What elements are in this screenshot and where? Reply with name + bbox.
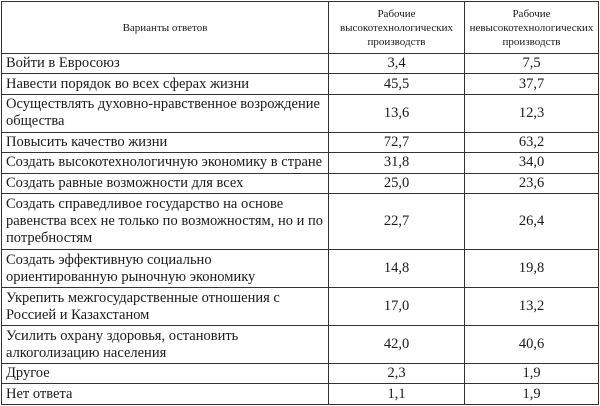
answer-cell: Укрепить межгосударственные отношения с Россией и Казахстаном bbox=[2, 288, 329, 326]
hightech-value: 25,0 bbox=[329, 173, 465, 193]
table-row bbox=[2, 132, 599, 152]
nonhightech-value: 37,7 bbox=[465, 74, 599, 94]
nonhightech-value: 1,9 bbox=[465, 384, 599, 405]
table-row bbox=[2, 94, 599, 132]
answer-cell: Другое bbox=[2, 363, 329, 383]
nonhightech-value: 34,0 bbox=[465, 153, 599, 173]
table-row bbox=[2, 153, 599, 173]
table-row bbox=[2, 74, 599, 94]
table-row bbox=[2, 326, 599, 364]
table-row bbox=[2, 363, 599, 383]
hightech-value: 31,8 bbox=[329, 153, 465, 173]
header-row bbox=[2, 2, 599, 54]
nonhightech-value: 13,2 bbox=[465, 288, 599, 326]
hightech-value: 13,6 bbox=[329, 94, 465, 132]
answer-cell: Нет ответа bbox=[2, 384, 329, 405]
answer-cell: Войти в Евросоюз bbox=[2, 54, 329, 74]
table-row bbox=[2, 384, 599, 405]
hightech-value: 2,3 bbox=[329, 363, 465, 383]
nonhightech-value: 7,5 bbox=[465, 54, 599, 74]
table-row bbox=[2, 173, 599, 193]
answer-cell: Навести порядок во всех сферах жизни bbox=[2, 74, 329, 94]
table-row bbox=[2, 194, 599, 250]
hightech-value: 45,5 bbox=[329, 74, 465, 94]
answer-cell: Усилить охрану здоровья, остановить алкоголизацию населения bbox=[2, 326, 329, 364]
table-row bbox=[2, 250, 599, 288]
answer-cell: Создать равные возможности для всех bbox=[2, 173, 329, 193]
nonhightech-value: 63,2 bbox=[465, 132, 599, 152]
nonhightech-value: 23,6 bbox=[465, 173, 599, 193]
header-nonhightech: Рабочие невысокотехнологических производств bbox=[465, 2, 599, 54]
survey-table bbox=[1, 1, 599, 405]
nonhightech-value: 19,8 bbox=[465, 250, 599, 288]
nonhightech-value: 12,3 bbox=[465, 94, 599, 132]
table-row bbox=[2, 288, 599, 326]
hightech-value: 3,4 bbox=[329, 54, 465, 74]
answer-cell: Создать справедливое государство на основе равенства всех не только по возможностям, но и по потребностям bbox=[2, 194, 329, 250]
nonhightech-value: 26,4 bbox=[465, 194, 599, 250]
hightech-value: 42,0 bbox=[329, 326, 465, 364]
hightech-value: 17,0 bbox=[329, 288, 465, 326]
table-row bbox=[2, 54, 599, 74]
nonhightech-value: 1,9 bbox=[465, 363, 599, 383]
hightech-value: 14,8 bbox=[329, 250, 465, 288]
header-answers: Варианты ответов bbox=[2, 2, 329, 54]
answer-cell: Осуществлять духовно-нравственное возрождение общества bbox=[2, 94, 329, 132]
hightech-value: 1,1 bbox=[329, 384, 465, 405]
header-hightech: Рабочие высокотехнологических производств bbox=[329, 2, 465, 54]
nonhightech-value: 40,6 bbox=[465, 326, 599, 364]
answer-cell: Создать высокотехнологичную экономику в стране bbox=[2, 153, 329, 173]
answer-cell: Создать эффективную социально ориентированную рыночную экономику bbox=[2, 250, 329, 288]
hightech-value: 22,7 bbox=[329, 194, 465, 250]
hightech-value: 72,7 bbox=[329, 132, 465, 152]
answer-cell: Повысить качество жизни bbox=[2, 132, 329, 152]
